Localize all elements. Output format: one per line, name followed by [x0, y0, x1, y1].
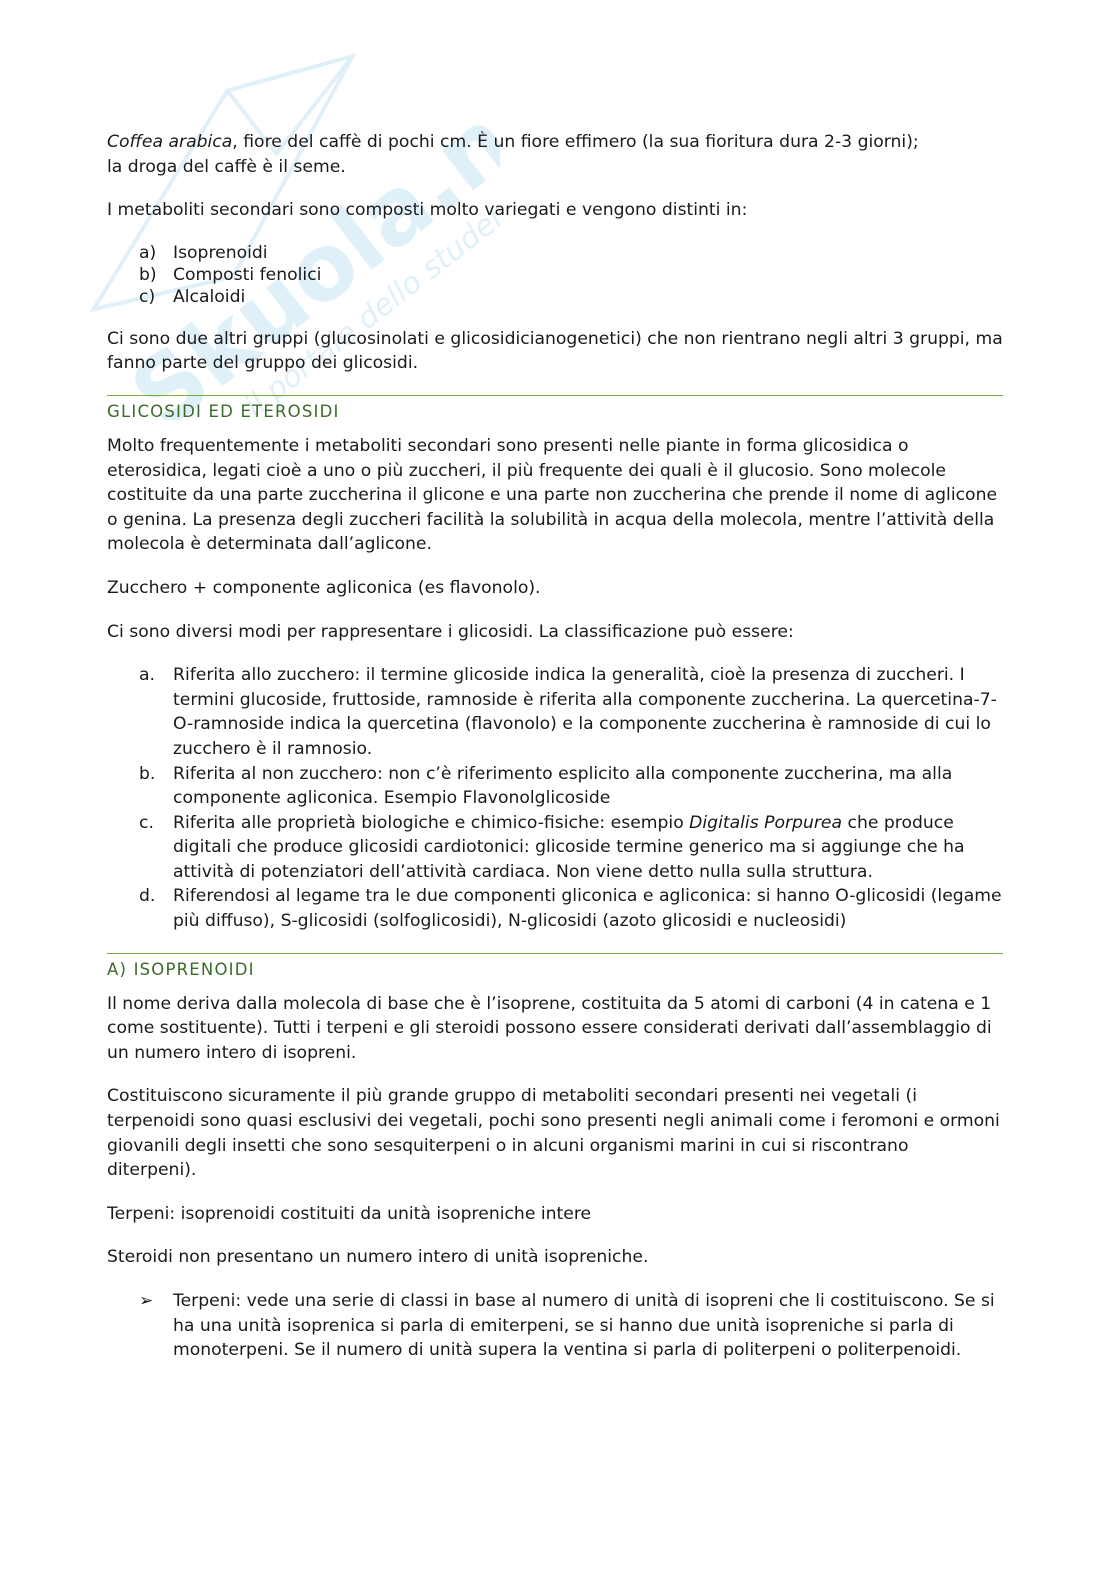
- intro-text-line2: la droga del caffè è il seme.: [107, 156, 346, 177]
- categories-list: [107, 242, 1003, 308]
- arrow-bullet-icon: ➢: [139, 1291, 154, 1311]
- list-item-label: Composti fenolici: [173, 264, 322, 285]
- list-item: [107, 286, 1003, 308]
- isoprenoidi-paragraph-3: Terpeni: isoprenoidi costituiti da unità isopreniche intere: [107, 1203, 592, 1224]
- list-marker: b): [139, 264, 157, 285]
- glicosidi-paragraph-2: Zucchero + componente agliconica (es flavonolo).: [107, 577, 541, 598]
- list-item: [107, 1289, 1003, 1363]
- species-name: Coffea arabica: [107, 132, 233, 152]
- list-marker: b.: [139, 763, 156, 784]
- intro-text: , fiore del caffè di pochi cm. È un fiore effimero (la sua fioritura dura 2-3 giorni);: [232, 132, 919, 152]
- list-marker: c): [139, 286, 156, 307]
- list-item: [107, 811, 1003, 885]
- intro-paragraph: [107, 130, 1003, 179]
- glicosidi-paragraph-3: Ci sono diversi modi per rappresentare i glicosidi. La classificazione può essere:: [107, 621, 794, 642]
- list-item: [107, 884, 1003, 933]
- list-item: [107, 264, 1003, 286]
- isoprenoidi-paragraph-4: Steroidi non presentano un numero intero di unità isopreniche.: [107, 1247, 649, 1268]
- isoprenoidi-paragraph-1: Il nome deriva dalla molecola di base che è l’isoprene, costituita da 5 atomi di carboni (4 in catena e 1 come sostituente). Tutti i terpeni e gli steroidi possono essere considerati derivati dall’assemblaggio di un numero intero di isopreni.: [107, 993, 992, 1063]
- list-item-label: Isoprenoidi: [173, 242, 268, 263]
- list-item: [107, 242, 1003, 264]
- list-item-text: Riferendosi al legame tra le due componenti gliconica e agliconica: si hanno O-glicosidi (legame più diffuso), S-glicosidi (solfoglicosidi), N-glicosidi (azoto glicosidi e nucleosidi): [173, 886, 1002, 932]
- list-marker: a.: [139, 665, 155, 686]
- list-marker: c.: [139, 812, 154, 833]
- list-item-text: Riferita allo zucchero: il termine glicoside indica la generalità, cioè la presenza di zuccheri. I termini glucoside, fruttoside, ramnoside è riferita alla componente zuccherina. La quercetina-7-O-ramnoside indica la quercetina (flavonolo) e la componente zuccherina è ramnoside di cui lo zucchero è il ramnosio.: [173, 665, 997, 759]
- list-marker: a): [139, 242, 157, 263]
- metaboliti-intro: I metaboliti secondari sono composti molto variegati e vengono distinti in:: [107, 200, 748, 221]
- list-item-text: Riferita al non zucchero: non c’è riferimento esplicito alla componente zuccherina, ma alla componente agliconica. Esempio Flavonolglicoside: [173, 763, 953, 809]
- section-heading-isoprenoidi: A) ISOPRENOIDI: [107, 953, 1003, 982]
- isoprenoidi-paragraph-2: Costituiscono sicuramente il più grande gruppo di metaboliti secondari presenti nei vegetali (i terpenoidi sono quasi esclusivi dei vegetali, pochi sono presenti negli animali come i feromoni e ormoni giovanili degli insetti che sono sesquiterpeni o in alcuni organismi marini in cui si riscontrano diterpeni).: [107, 1086, 1000, 1181]
- glicosidi-paragraph-1: Molto frequentemente i metaboliti secondari sono presenti nelle piante in forma glicosidica o eterosidica, legati cioè a uno o più zuccheri, il più frequente dei quali è il glucosio. Sono molecole costituite da una parte zuccherina il glicone e una parte non zuccherina che prende il nome di aglicone o genina. La presenza degli zuccheri facilità la solubilità in acqua della molecola, mentre l’attività della molecola è determinata dall’aglicone.: [107, 435, 998, 555]
- section-heading-glicosidi: GLICOSIDI ED ETEROSIDI: [107, 395, 1003, 424]
- watermark-brand-text: Skuola.net: [111, 40, 500, 420]
- document-page: [107, 130, 1003, 1382]
- list-item: [107, 762, 1003, 811]
- altri-gruppi-paragraph: Ci sono due altri gruppi (glucosinolati e glicosidicianogenetici) che non rientrano negli altri 3 gruppi, ma fanno parte del gruppo dei glicosidi.: [107, 328, 1003, 374]
- list-item: [107, 663, 1003, 761]
- list-item-label: Alcaloidi: [173, 286, 246, 307]
- watermark-subtitle-text: il portale dello studente: [238, 176, 500, 420]
- classification-list: [107, 663, 1003, 934]
- list-item-text: Riferita alle proprietà biologiche e chimico-fisiche: esempio: [173, 812, 690, 833]
- list-item-text: Terpeni: vede una serie di classi in base al numero di unità di isopreni che li costituiscono. Se si ha una unità isoprenica si parla di emiterpeni, se si hanno due unità isopreniche si parla di monoterpeni. Se il numero di unità supera la ventina si parla di politerpeni o politerpenoidi.: [173, 1291, 995, 1361]
- species-name: Digitalis Porpurea: [689, 812, 843, 833]
- terpeni-bullet-list: [107, 1289, 1003, 1363]
- list-marker: d.: [139, 886, 156, 907]
- list-item-text: che produce digitali che produce glicosidi cardiotonici: glicoside termine generico ma si aggiunge che ha attività di potenziatori dell’attività cardiaca. Non viene detto nulla sulla struttura.: [173, 812, 965, 882]
